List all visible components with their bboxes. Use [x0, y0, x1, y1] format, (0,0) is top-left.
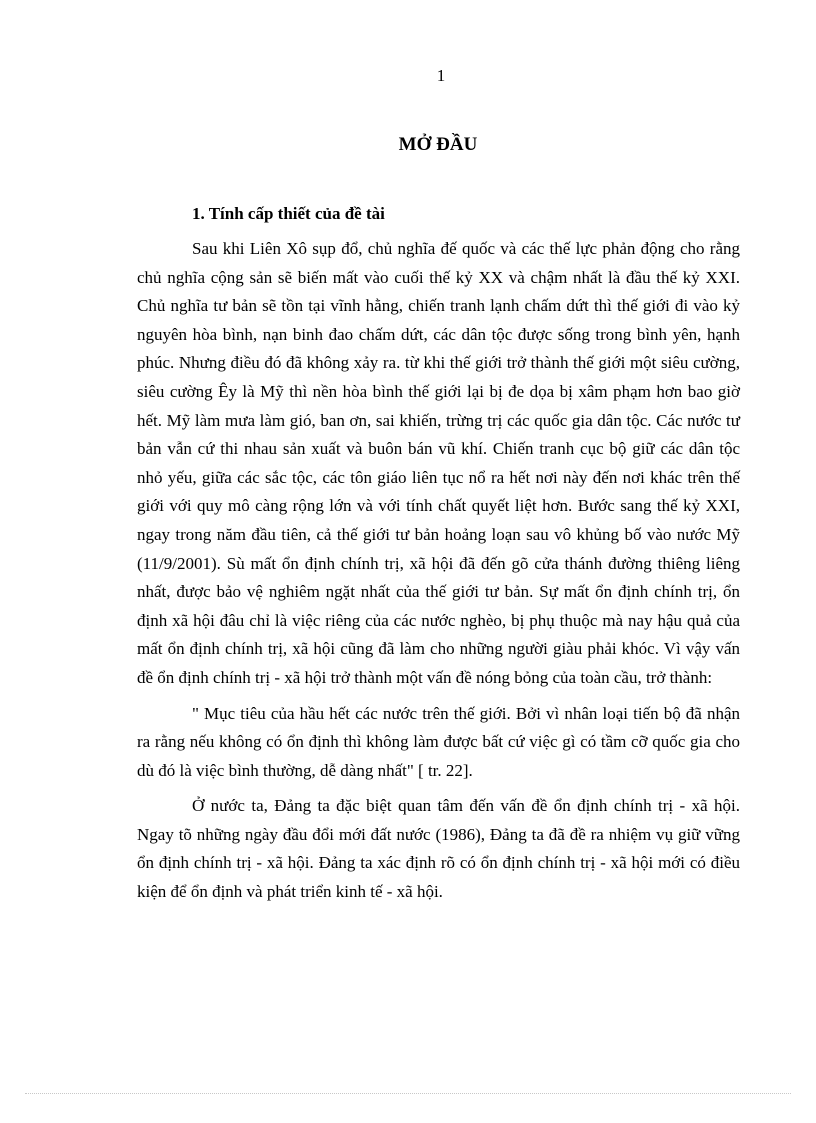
page-number: 1 [436, 66, 446, 85]
paragraph-intro: Sau khi Liên Xô sụp đổ, chủ nghĩa đế quốc và các thế lực phản động cho rằng chủ nghĩa cộng sản sẽ biến mất vào cuối thế kỷ XX và chậm nhất là đầu thế kỷ XXI. Chủ nghĩa tư bản sẽ tồn tại vĩnh hằng, chiến tranh lạnh chấm dứt thì thế giới đi vào kỷ nguyên hòa bình, nạn binh đao chấm dứt, các dân tộc được sống trong bình yên, hạnh phúc. Nhưng điều đó đã không xảy ra. từ khi thế giới trở thành thế giới một siêu cường, siêu cường Êy là Mỹ thì nền hòa bình thế giới lại bị đe dọa bị xâm phạm hơn bao giờ hết. Mỹ làm mưa làm gió, ban ơn, sai khiến, trừng trị các quốc gia dân tộc. Các nước tư bản vẫn cứ thi nhau sản xuất và buôn bán vũ khí. Chiến tranh cục bộ giữ các dân tộc nhỏ yếu, giữa các sắc tộc, các tôn giáo liên tục nổ ra hết nơi này đến nơi khác trên thế giới với quy mô càng rộng lớn và với tính chất quyết liệt hơn. Bước sang thế kỷ XXI, ngay trong năm đầu tiên, cả thế giới tư bản hoảng loạn sau vô khủng bố vào nước Mỹ (11/9/2001). Sù mất ổn định chính trị, xã hội đã đến gõ cửa thánh đường thiêng liêng nhất, được bảo vệ nghiêm ngặt nhất của thế giới tư bản. Sự mất ổn định chính trị, ổn định xã hội đâu chỉ là việc riêng của các nước nghèo, bị phụ thuộc mà nay hậu quả của mất ổn định chính trị, xã hội cũng đã làm cho những người giàu phải khóc. Vì vậy vấn đề ổn định chính trị - xã hội trở thành một vấn đề nóng bỏng của toàn cầu, trở thành: [137, 239, 740, 687]
section-heading: 1. Tính cấp thiết của đề tài [192, 204, 385, 223]
body-text [137, 235, 740, 907]
page-title: MỞ ĐẦU [398, 134, 478, 155]
paragraph-vietnam: Ở nước ta, Đảng ta đặc biệt quan tâm đến vấn đề ổn định chính trị - xã hội. Ngay tõ những ngày đầu đổi mới đất nước (1986), Đảng ta đã đề ra nhiệm vụ giữ vững ổn định chính trị - xã hội. Đảng ta xác định rõ có ổn định chính trị - xã hội mới có điều kiện để ổn định và phát triển kinh tế - xã hội. [137, 796, 740, 902]
page-bottom-divider [25, 1093, 791, 1094]
paragraph-quote: " Mục tiêu của hầu hết các nước trên thế giới. Bởi vì nhân loại tiến bộ đã nhận ra rằng nếu không có ổn định thì không làm được bất cứ việc gì có tầm cỡ quốc gia cho dù đó là việc bình thường, dễ dàng nhất" [ tr. 22]. [137, 703, 740, 780]
